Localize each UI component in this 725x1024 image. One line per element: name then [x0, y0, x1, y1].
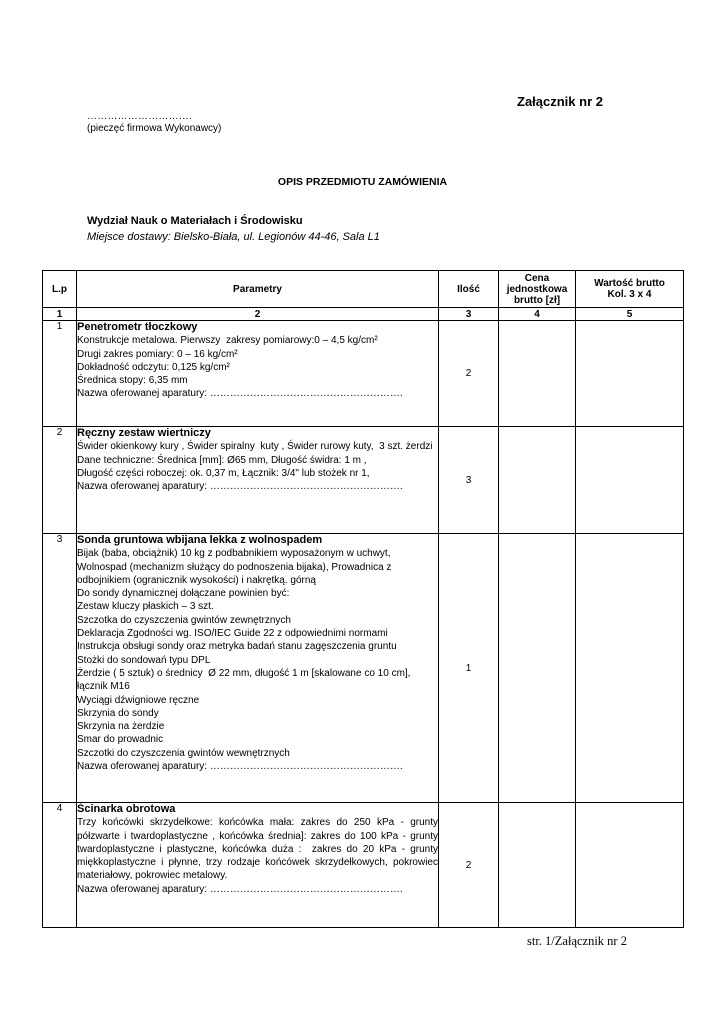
col-number: 1 [43, 308, 77, 321]
param-line: Wolnospad (mechanizm służący do podnoszenia bijaka), Prowadnica z [77, 561, 392, 573]
page-footer: str. 1/Załącznik nr 2 [527, 934, 627, 948]
order-table [42, 270, 684, 928]
document-title: OPIS PRZEDMIOTU ZAMÓWIENIA [277, 176, 448, 188]
col-number: 4 [499, 308, 576, 321]
row-total [576, 321, 684, 427]
param-line: Deklaracja Zgodności wg. ISO/IEC Guide 22 z odpowiednimi normami [77, 628, 388, 640]
col-number: 5 [576, 308, 684, 321]
param-line: Trzy końcówki skrzydełkowe: końcówka mała: zakres do 250 kPa - grunty półzwarte i twardoplastyczne , końcówka średnia]: zakres do 100 kPa - grunty twardoplastyczne i plastyczne, końcówka duża : zakres do 20 kPa - grunty miękkoplastyczne i płynne, trzy rodzaje końcówek skrzydełkowych, pokrowiec materiałowy, pokrowiec metalowy. [77, 817, 441, 882]
row-params [77, 427, 439, 534]
col-number: 2 [77, 308, 439, 321]
param-line: Smar do prowadnic [77, 734, 164, 746]
param-line: Skrzynia na żerdzie [77, 721, 165, 733]
header-unit-price: Cena jednostkowa brutto [zł] [499, 271, 576, 308]
param-line: odbojnikiem (ogranicznik wysokości) i nakrętką. górną [77, 574, 316, 586]
param-line: Szczotki do czyszczenia gwintów wewnętrznych [77, 747, 290, 759]
attachment-label: Załącznik nr 2 [517, 94, 603, 109]
header-lp: L.p [43, 271, 77, 308]
header-qty: Ilość [439, 271, 499, 308]
param-line: Nazwa oferowanej aparatury: …………………………………………………. [77, 883, 403, 895]
header-params: Parametry [77, 271, 439, 308]
header-row [43, 271, 684, 308]
column-number-row [43, 308, 684, 321]
row-lp: 2 [43, 427, 77, 534]
row-unit-price [499, 534, 576, 803]
item-name: Ręczny zestaw wiertniczy [77, 427, 211, 439]
row-lp: 4 [43, 803, 77, 928]
param-line: Nazwa oferowanej aparatury: …………………………………………………. [77, 761, 403, 773]
param-line: Bijak (baba, obciążnik) 10 kg z podbabnikiem wyposażonym w uchwyt, [77, 548, 391, 560]
header-total: Wartość brutto Kol. 3 x 4 [576, 271, 684, 308]
param-line: Zestaw kluczy płaskich – 3 szt. [77, 601, 214, 613]
param-line: Dane techniczne: Średnica [mm]: Ø65 mm, Długość świdra: 1 m , [77, 454, 367, 466]
item-name: Penetrometr tłoczkowy [77, 321, 198, 333]
col-number: 3 [439, 308, 499, 321]
row-lp: 1 [43, 321, 77, 427]
row-lp: 3 [43, 534, 77, 803]
stamp-label: (pieczęć firmowa Wykonawcy) [87, 123, 222, 134]
faculty-name: Wydział Nauk o Materiałach i Środowisku [87, 215, 303, 227]
row-qty: 2 [439, 321, 499, 427]
table-row [43, 321, 684, 427]
row-unit-price [499, 803, 576, 928]
param-line: Nazwa oferowanej aparatury: …………………………………………………. [77, 481, 403, 493]
param-line: Żerdzie ( 5 sztuk) o średnicy Ø 22 mm, długość 1 m [skalowane co 10 cm], łącznik M16 [77, 667, 414, 693]
table-row [43, 803, 684, 928]
param-line: Skrzynia do sondy [77, 707, 159, 719]
param-line: Stożki do sondowań typu DPL [77, 654, 211, 666]
param-line: Konstrukcje metalowa. Pierwszy zakresy pomiarowy:0 – 4,5 kg/cm² [77, 335, 378, 347]
param-line: Dokładność odczytu: 0,125 kg/cm² [77, 361, 230, 373]
param-line: Świder okienkowy kury , Świder spiralny kuty , Świder rurowy kuty, 3 szt. żerdzi [77, 441, 433, 453]
param-line: Do sondy dynamicznej dołączane powinien być: [77, 588, 290, 600]
param-line: Nazwa oferowanej aparatury: …………………………………………………. [77, 388, 403, 400]
delivery-place: Miejsce dostawy: Bielsko-Biała, ul. Legionów 44-46, Sala L1 [87, 231, 380, 243]
param-line: Drugi zakres pomiary: 0 – 16 kg/cm² [77, 348, 238, 360]
row-total [576, 534, 684, 803]
table-row [43, 427, 684, 534]
row-params [77, 534, 439, 803]
row-qty: 3 [439, 427, 499, 534]
item-name: Ścinarka obrotowa [77, 803, 176, 815]
row-qty: 2 [439, 803, 499, 928]
row-unit-price [499, 427, 576, 534]
table-row [43, 534, 684, 803]
item-name: Sonda gruntowa wbijana lekka z wolnospadem [77, 534, 323, 546]
row-total [576, 803, 684, 928]
row-qty: 1 [439, 534, 499, 803]
param-line: Wyciągi dźwigniowe ręczne [77, 694, 200, 706]
param-line: Długość części roboczej: ok. 0,37 m, Łącznik: 3/4" lub stożek nr 1, [77, 467, 370, 479]
param-line: Szczotka do czyszczenia gwintów zewnętrznych [77, 614, 291, 626]
row-params [77, 803, 439, 928]
param-line: Średnica stopy: 6,35 mm [77, 375, 188, 387]
row-unit-price [499, 321, 576, 427]
stamp-dots: …………………………. [87, 111, 192, 122]
row-params [77, 321, 439, 427]
param-line: Instrukcja obsługi sondy oraz metryka badań stanu zagęszczenia gruntu [77, 641, 397, 653]
row-total [576, 427, 684, 534]
